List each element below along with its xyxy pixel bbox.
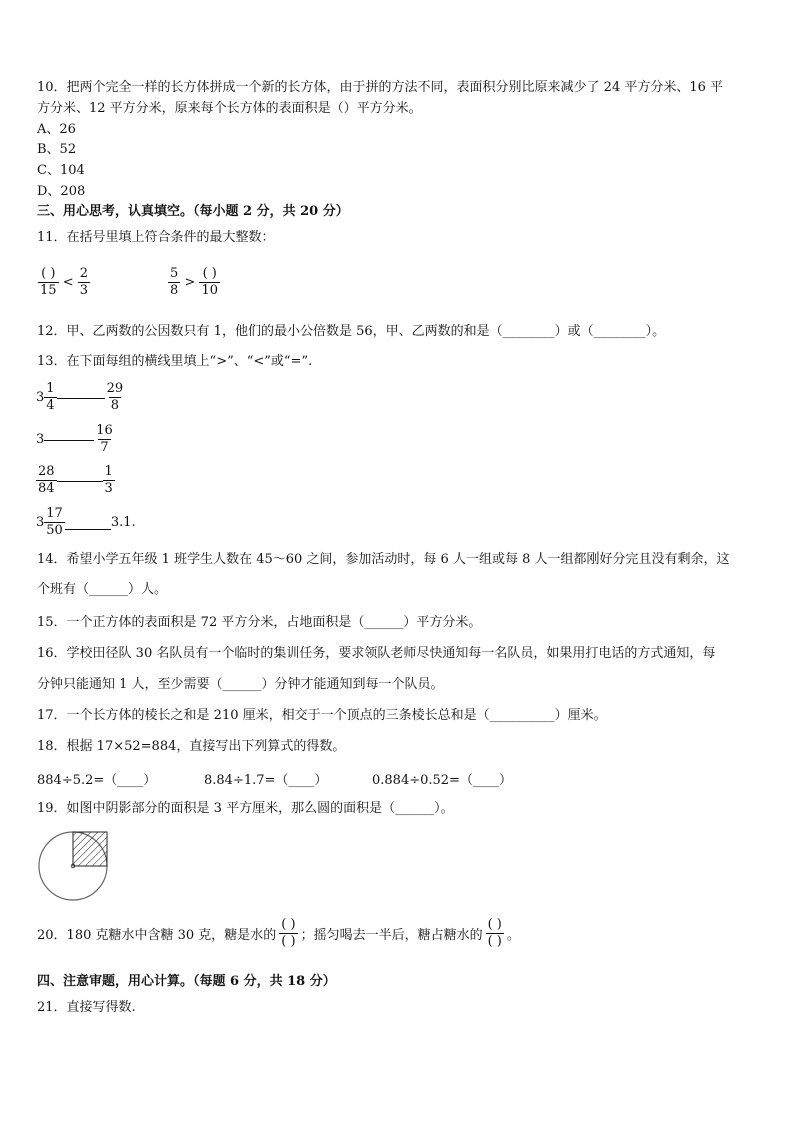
q10-option-d: D、208 <box>37 184 86 199</box>
q13-r3-denominator: 84 <box>38 481 55 496</box>
q13-r2-right-fraction <box>94 423 115 456</box>
q13-r2-left: 3 <box>36 432 45 447</box>
q11-left-comparison <box>38 266 90 299</box>
q18-expression-1: 884÷5.2=（____） <box>37 773 157 788</box>
q13-r4-denominator: 50 <box>46 523 63 538</box>
q13-row-3 <box>36 464 115 497</box>
q20-f1-denominator: ( ) <box>281 934 296 949</box>
q11-fraction-3 <box>168 266 180 299</box>
q20-f1-numerator: ( ) <box>281 917 296 932</box>
q19-text: 19．如图中阴影部分的面积是 3 平方厘米，那么圆的面积是（______）。 <box>37 801 454 816</box>
q12-text: 12．甲、乙两数的公因数只有 1，他们的最小公倍数是 56，甲、乙两数的和是（________）或（________）。 <box>37 324 666 339</box>
q13-r1-right-fraction <box>105 381 126 414</box>
q13-row-2 <box>36 423 115 456</box>
shaded-square <box>73 832 107 866</box>
q13-r4-numerator: 17 <box>46 506 63 521</box>
q20-part2: ；摇匀喝去一半后，糖占糖水的 <box>300 928 483 943</box>
q11-fraction-2 <box>78 266 90 299</box>
q10-option-b: B、52 <box>37 142 77 157</box>
q11-f2-numerator: 2 <box>79 266 89 281</box>
q20-f2-denominator: ( ) <box>487 934 502 949</box>
q11-right-comparison <box>168 266 220 299</box>
q11-f1-denominator: 15 <box>40 283 57 298</box>
q20-fraction-1 <box>279 917 297 950</box>
q13-r3-numerator: 28 <box>38 464 55 479</box>
q13-r1-whole: 3 <box>36 390 45 405</box>
q13-r3-blank[interactable] <box>57 480 103 482</box>
q18-expression-2: 8.84÷1.7=（____） <box>204 773 328 788</box>
q13-r3-right-numerator: 1 <box>104 464 113 479</box>
q18-expression-3: 0.884÷0.52=（____） <box>372 773 512 788</box>
q20-fraction-2 <box>486 917 504 950</box>
q21-text: 21．直接写得数. <box>37 1000 136 1015</box>
q17-text: 17．一个长方体的棱长之和是 210 厘米，相交于一个顶点的三条棱长总和是（__________）厘米。 <box>37 708 607 723</box>
q13-r2-blank[interactable] <box>44 439 94 441</box>
q11-f3-numerator: 5 <box>170 266 179 281</box>
q10-option-c: C、104 <box>37 163 85 178</box>
q10-line2: 方分米、12 平方分米，原来每个长方体的表面积是（）平方分米。 <box>37 101 422 116</box>
q13-r3-right-fraction <box>103 464 115 497</box>
q10-option-a: A、26 <box>37 122 76 137</box>
q11-text: 11．在括号里填上符合条件的最大整数： <box>37 230 275 245</box>
q13-r1-denominator: 4 <box>46 398 55 413</box>
q11-operator-1: < <box>62 275 74 290</box>
q11-fraction-1 <box>38 266 59 299</box>
q13-r3-right-denominator: 3 <box>104 481 113 496</box>
q20-f2-numerator: ( ) <box>487 917 502 932</box>
q11-f4-numerator: ( ) <box>202 266 217 281</box>
q13-r1-right-denominator: 8 <box>110 398 119 413</box>
q13-r4-right: 3.1. <box>110 515 136 530</box>
q15-text: 15．一个正方体的表面积是 72 平方分米，占地面积是（______）平方分米。 <box>37 615 482 630</box>
q13-r4-whole: 3 <box>36 515 45 530</box>
q13-r1-numerator: 1 <box>46 381 55 396</box>
q16-line1: 16．学校田径队 30 名队员有一个临时的集训任务，要求领队老师尽快通知每一名队员，如果用打电话的方式通知，每 <box>37 646 716 661</box>
q20-part1: 20．180 克糖水中含糖 30 克，糖是水的 <box>37 928 277 943</box>
q14-line2: 个班有（______）人。 <box>37 582 168 597</box>
q11-operator-2: > <box>184 275 196 290</box>
q10-line1: 10．把两个完全一样的长方体拼成一个新的长方体，由于拼的方法不同，表面积分别比原来减少了 24 平方分米、16 平 <box>37 80 724 95</box>
q13-row-1 <box>36 381 125 414</box>
q11-fraction-4 <box>199 266 220 299</box>
q11-f3-denominator: 8 <box>170 283 179 298</box>
q19-circle-figure <box>38 828 128 904</box>
q13-row-4 <box>36 506 136 539</box>
q13-r4-blank[interactable] <box>65 528 111 530</box>
q11-f2-denominator: 3 <box>79 283 89 298</box>
q13-r4-fraction <box>44 506 65 539</box>
q13-text: 13．在下面每组的横线里填上“>”、“<”或“=”. <box>37 354 313 369</box>
q13-r2-right-numerator: 16 <box>96 423 113 438</box>
q20-line <box>37 917 520 950</box>
q18-text: 18．根据 17×52=884，直接写出下列算式的得数。 <box>37 739 346 754</box>
q13-r1-right-numerator: 29 <box>106 381 124 396</box>
section-4-heading: 四、注意审题，用心计算。（每题 6 分，共 18 分） <box>37 974 336 989</box>
section-3-heading: 三、用心思考，认真填空。（每小题 2 分，共 20 分） <box>37 204 349 219</box>
q11-f4-denominator: 10 <box>201 283 219 298</box>
q14-line1: 14．希望小学五年级 1 班学生人数在 45～60 之间，参加活动时，每 6 人一组或每 8 人一组都刚好分完且没有剩余，这 <box>37 552 730 567</box>
q11-f1-numerator: ( ) <box>41 266 56 281</box>
q20-end: 。 <box>506 928 520 943</box>
q13-r1-blank[interactable] <box>57 397 105 399</box>
q13-r2-right-denominator: 7 <box>100 440 109 455</box>
q13-r3-fraction <box>36 464 57 497</box>
q16-line2: 分钟只能通知 1 人，至少需要（______）分钟才能通知到每一个队员。 <box>37 677 444 692</box>
q13-r1-fraction <box>44 381 56 414</box>
